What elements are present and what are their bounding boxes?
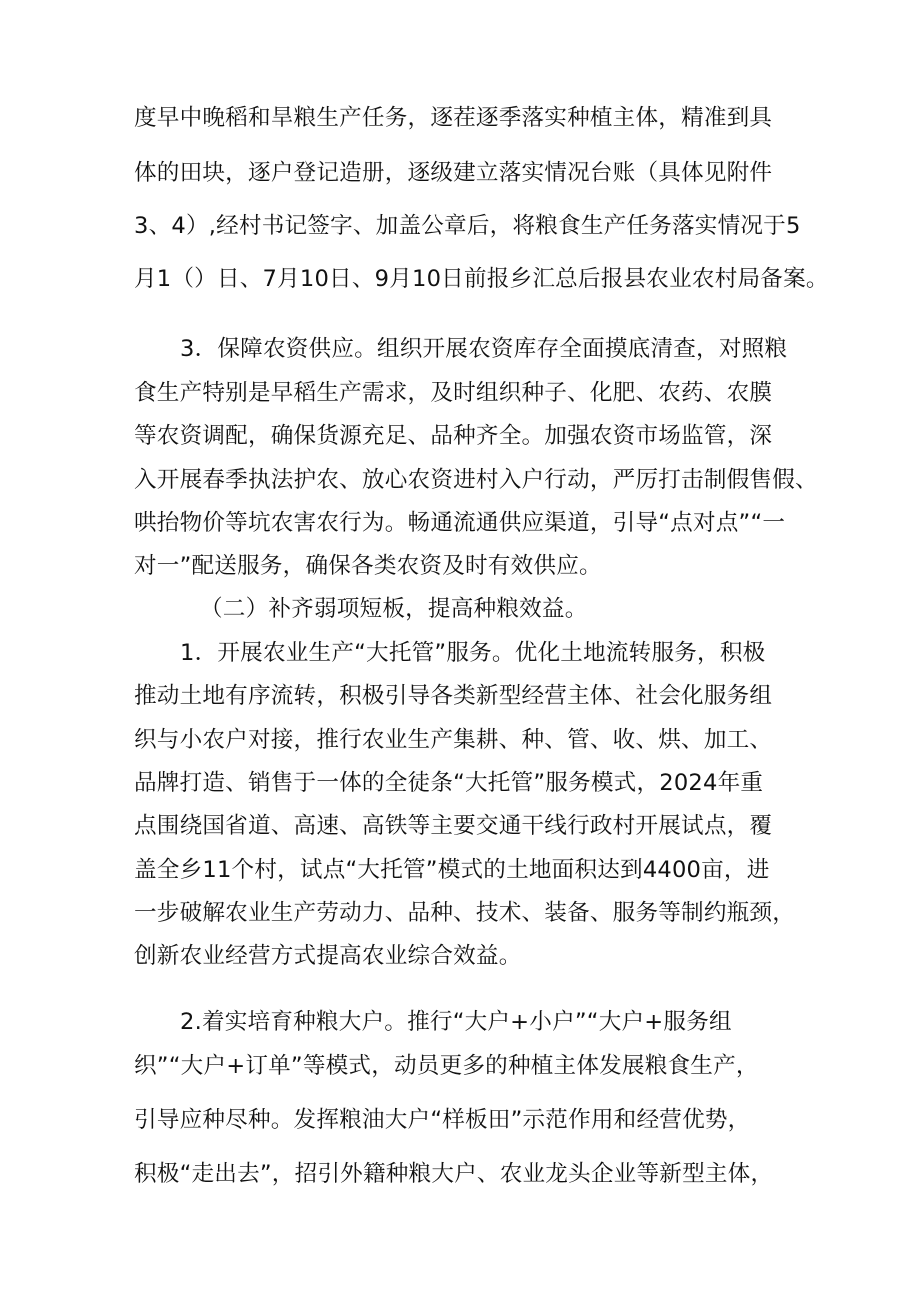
text-line: 一步破解农业生产劳动力、品种、技术、装备、服务等制约瓶颈， xyxy=(134,900,796,926)
text-line: 入开展春季执法护农、放心农资进村入户行动，严厉打击制假售假、 xyxy=(134,467,818,493)
text-line: 织”“大户+订单”等模式，动员更多的种植主体发展粮食生产， xyxy=(134,1053,759,1079)
text-line: 月1（）日、7月10日、9月10日前报乡汇总后报县农业农村局备案。 xyxy=(134,266,829,292)
text-line: 创新农业经营方式提高农业综合效益。 xyxy=(134,943,522,969)
section-heading: （二）补齐弱项短板，提高种粮效益。 xyxy=(200,596,588,622)
text-line: 点围绕国省道、高速、高铁等主要交通干线行政村开展试点，覆 xyxy=(134,813,773,839)
text-line: 等农资调配，确保货源充足、品种齐全。加强农资市场监管，深 xyxy=(134,423,773,449)
text-line: 食生产特别是早稻生产需求，及时组织种子、化肥、农药、农膜 xyxy=(134,380,773,406)
text-line: 积极“走出去”，招引外籍种粮大户、农业龙头企业等新型主体， xyxy=(134,1161,774,1187)
text-line: 3、4）,经村书记签字、加盖公章后，将粮食生产任务落实情况于5 xyxy=(134,213,801,239)
text-line: 品牌打造、销售于一体的全徒条“大托管”服务模式，2024年重 xyxy=(134,770,764,796)
text-line: 引导应种尽种。发挥粮油大户“样板田”示范作用和经营优势， xyxy=(134,1107,751,1133)
text-line: 推动土地有序流转，积极引导各类新型经营主体、社会化服务组 xyxy=(134,683,773,709)
text-line: 1．开展农业生产“大托管”服务。优化土地流转服务，积极 xyxy=(180,640,766,666)
text-line: 3．保障农资供应。组织开展农资库存全面摸底清查，对照粮 xyxy=(180,336,788,362)
text-line: 织与小农户对接，推行农业生产集耕、种、管、收、烘、加工、 xyxy=(134,727,773,753)
text-line: 体的田块，逐户登记造册，逐级建立落实情况台账（具体见附件 xyxy=(134,160,773,186)
text-line: 对一”配送服务，确保各类农资及时有效供应。 xyxy=(134,553,602,579)
text-line: 2.着实培育种粮大户。推行“大户+小户”“大户+服务组 xyxy=(180,1009,732,1035)
text-line: 哄抬物价等坑农害农行为。畅通流通供应渠道，引导“点对点”“一 xyxy=(134,510,786,536)
text-line: 盖全乡11个村，试点“大托管”模式的土地面积达到4400亩，进 xyxy=(134,857,770,883)
text-line: 度早中晚稻和旱粮生产任务，逐茬逐季落实种植主体，精准到具 xyxy=(134,105,773,131)
